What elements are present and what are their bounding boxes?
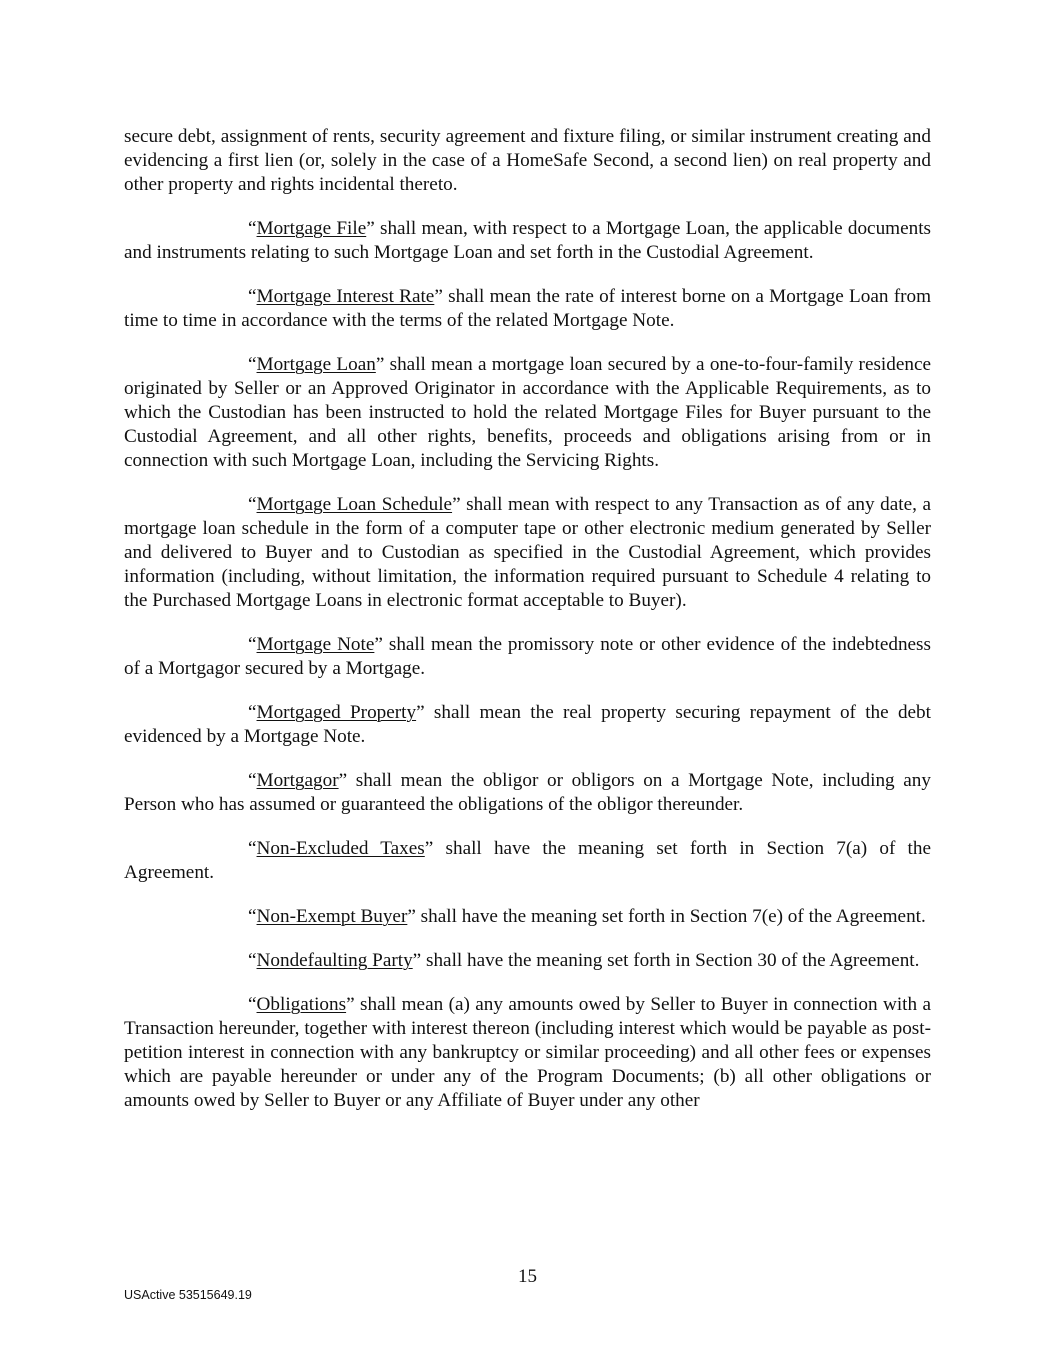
definition-text: shall have the meaning set forth in Section 30 of the Agreement. — [421, 950, 920, 971]
page-number: 15 — [518, 1266, 537, 1287]
defined-term: Mortgage File — [256, 218, 367, 239]
definition-text: shall have the meaning set forth in Section 7(a) of the Agreement. — [124, 838, 931, 883]
definition-text: shall mean with respect to any Transaction as of any date, a mortgage loan schedule in the form of a computer tape or other electronic medium generated by Seller and delivered to Buyer and to Custodian as specified in the Custodial Agreement, which provides information (including, without limitation, the information required pursuant to Schedule 4 relating to the Purchased Mortgage Loans in electronic format acceptable to Buyer). — [124, 494, 931, 611]
document-id: USActive 53515649.19 — [124, 1288, 252, 1302]
document-body — [124, 125, 931, 1133]
defined-term: Nondefaulting Party — [256, 950, 413, 971]
definition-non-excluded-taxes — [124, 837, 931, 885]
defined-term: Mortgagor — [256, 770, 339, 791]
close-quote: ” — [434, 286, 443, 307]
close-quote: ” — [366, 218, 375, 239]
definition-mortgage-interest-rate — [124, 285, 931, 333]
definition-text: shall mean the real property securing repayment of the debt evidenced by a Mortgage Note. — [124, 702, 931, 747]
definition-text: shall have the meaning set forth in Section 7(e) of the Agreement. — [415, 906, 926, 927]
definition-mortgage-loan — [124, 353, 931, 473]
open-quote: “ — [248, 702, 257, 723]
open-quote: “ — [248, 950, 257, 971]
defined-term: Mortgage Note — [256, 634, 375, 655]
definition-text: shall mean the obligor or obligors on a Mortgage Note, including any Person who has assumed or guaranteed the obligations of the obligor thereunder. — [124, 770, 931, 815]
open-quote: “ — [248, 906, 257, 927]
definition-mortgaged-property — [124, 701, 931, 749]
definition-obligations — [124, 993, 931, 1113]
definition-text: shall mean a mortgage loan secured by a one-to-four-family residence originated by Seller or an Approved Originator in accordance with the Applicable Requirements, as to which the Custodian has been instructed to hold the related Mortgage Files for Buyer pursuant to the Custodial Agreement, and all other rights, benefits, proceeds and obligations arising from or in connection with such Mortgage Loan, including the Servicing Rights. — [124, 354, 931, 471]
definition-mortgage-file — [124, 217, 931, 265]
definition-text: shall mean, with respect to a Mortgage Loan, the applicable documents and instruments relating to such Mortgage Loan and set forth in the Custodial Agreement. — [124, 218, 931, 263]
defined-term: Non-Excluded Taxes — [256, 838, 425, 859]
open-quote: “ — [248, 286, 257, 307]
definition-mortgage-note — [124, 633, 931, 681]
close-quote: ” — [338, 770, 348, 791]
defined-term: Obligations — [256, 994, 347, 1015]
close-quote: ” — [374, 634, 383, 655]
close-quote: ” — [424, 838, 434, 859]
paragraph-text: secure debt, assignment of rents, security agreement and fixture filing, or similar instrument creating and evidencing a first lien (or, solely in the case of a HomeSafe Second, a second lien) on real property and other property and rights incidental thereto. — [124, 126, 931, 195]
close-quote: ” — [346, 994, 355, 1015]
definition-text: shall mean (a) any amounts owed by Seller to Buyer in connection with a Transaction hereunder, together with interest thereon (including interest which would be payable as post-petition interest in connection with any bankruptcy or similar proceeding) and all other fees or expenses which are payable hereunder or under any of the Program Documents; (b) all other obligations or amounts owed by Seller to Buyer or any Affiliate of Buyer under any other — [124, 994, 931, 1111]
close-quote: ” — [407, 906, 416, 927]
defined-term: Mortgage Loan — [256, 354, 376, 375]
defined-term: Mortgage Interest Rate — [256, 286, 435, 307]
open-quote: “ — [248, 838, 257, 859]
definition-text: shall mean the promissory note or other evidence of the indebtedness of a Mortgagor secured by a Mortgage. — [124, 634, 931, 679]
open-quote: “ — [248, 494, 257, 515]
defined-term: Mortgaged Property — [256, 702, 417, 723]
definition-mortgage-loan-schedule — [124, 493, 931, 613]
definition-text: shall mean the rate of interest borne on a Mortgage Loan from time to time in accordance with the terms of the related Mortgage Note. — [124, 286, 931, 331]
open-quote: “ — [248, 218, 257, 239]
definition-nondefaulting-party — [124, 949, 931, 973]
open-quote: “ — [248, 770, 257, 791]
defined-term: Mortgage Loan Schedule — [256, 494, 453, 515]
definition-non-exempt-buyer — [124, 905, 931, 929]
paragraph-continuation — [124, 125, 931, 197]
defined-term: Non-Exempt Buyer — [256, 906, 408, 927]
open-quote: “ — [248, 634, 257, 655]
close-quote: ” — [452, 494, 461, 515]
close-quote: ” — [416, 702, 425, 723]
close-quote: ” — [412, 950, 422, 971]
close-quote: ” — [375, 354, 385, 375]
open-quote: “ — [248, 354, 257, 375]
definition-mortgagor — [124, 769, 931, 817]
open-quote: “ — [248, 994, 257, 1015]
